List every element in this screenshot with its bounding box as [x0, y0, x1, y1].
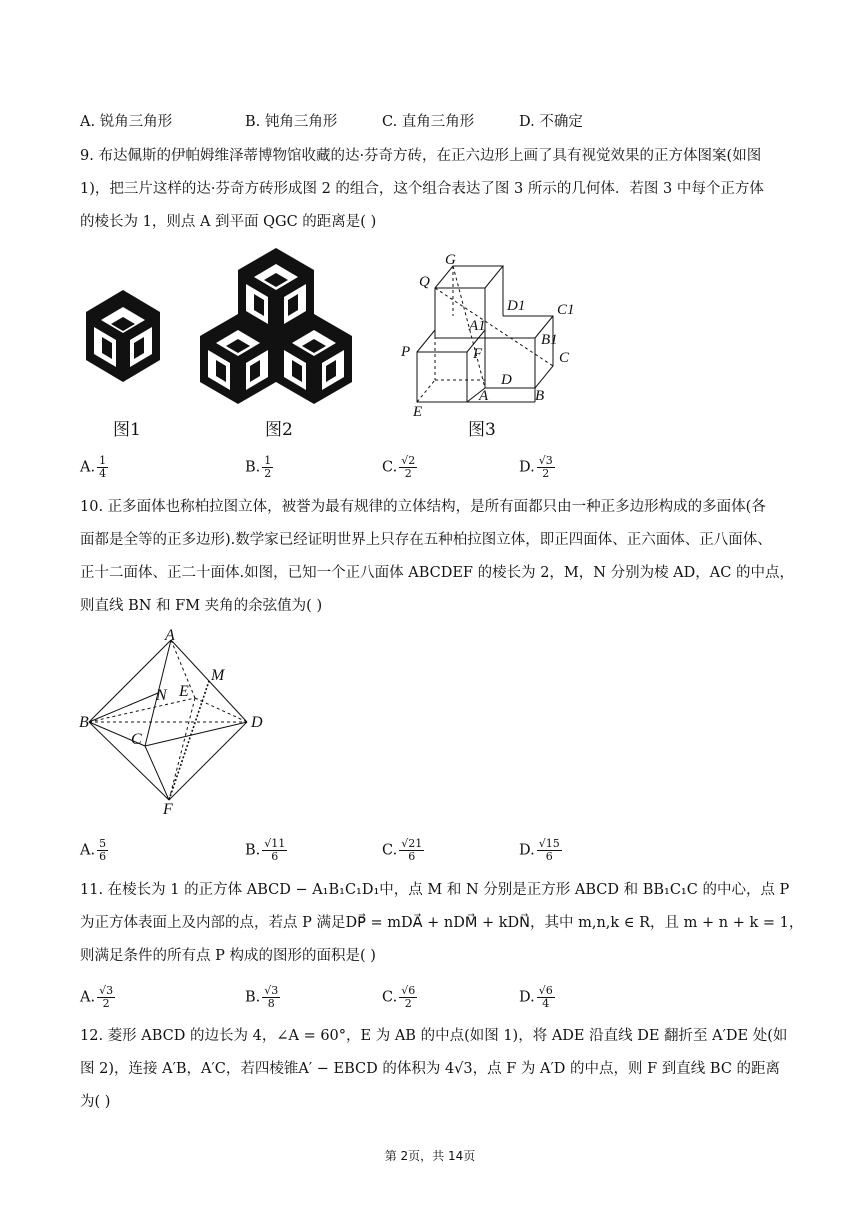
q11-text-line: 则满足条件的所有点 P 构成的图形的面积是( )	[80, 948, 376, 964]
q10-text-line: 10. 正多面体也称柏拉图立体，被誉为最有规律的立体结构，是所有面都只由一种正多边形构成的多面体(各	[80, 499, 766, 515]
fig3-point-b1: B1	[541, 332, 558, 348]
q8-option-c: C. 直角三角形	[382, 114, 475, 130]
q9-figure-2	[198, 246, 358, 406]
q9-figure-3	[395, 248, 590, 418]
q12-text-line: 12. 菱形 ABCD 的边长为 4，∠A = 60°，E 为 AB 的中点(如图 1)，将 ADE 沿直线 DE 翻折至 A′DE 处(如	[80, 1028, 788, 1044]
q9-figure-3-label: 图3	[468, 420, 496, 440]
q10-text-line: 正十二面体、正二十面体.如图，已知一个正八面体 ABCDEF 的棱长为 2，M，N 分别为棱 AD，AC 的中点，	[80, 565, 794, 581]
q8-option-d: D. 不确定	[519, 114, 583, 130]
q10-text-line: 面都是全等的正多边形).数学家已经证明世界上只存在五种柏拉图立体，即正四面体、正六面体、正八面体、	[80, 532, 772, 548]
oct-point-f: F	[163, 801, 173, 818]
q9-text-line: 1)，把三片这样的达·芬奇方砖形成图 2 的组合，这个组合表达了图 3 所示的几何体．若图 3 中每个正方体	[80, 181, 764, 197]
fig3-point-e: E	[413, 404, 423, 418]
q9-figure-2-label: 图2	[265, 420, 293, 440]
fig3-point-q: Q	[419, 274, 430, 290]
q10-option-c: C. $\frac{√21}{6}$	[382, 837, 423, 863]
fig3-point-d: D	[501, 372, 512, 388]
q12-text-line: 图 2)，连接 A′B，A′C，若四棱锥A′ − EBCD 的体积为 4√3，点 F 为 A′D 的中点，则 F 到直线 BC 的距离	[80, 1061, 781, 1077]
q9-text-line: 9. 布达佩斯的伊帕姆维泽蒂博物馆收藏的达·芬奇方砖，在正六边形上画了具有视觉效果的正方体图案(如图	[80, 148, 762, 164]
fig3-point-a1: A1	[469, 318, 486, 334]
q11-text-line: 11. 在棱长为 1 的正方体 ABCD − A₁B₁C₁D₁中，点 M 和 N 分别是正方形 ABCD 和 BB₁C₁C 的中心，点 P	[80, 882, 790, 898]
oct-point-e: E	[179, 683, 189, 700]
q9-figure-1-label: 图1	[113, 420, 141, 440]
q11-option-a: A. $\frac{√3}{2}$	[80, 984, 114, 1010]
fig3-point-f: F	[473, 346, 483, 362]
fig3-point-b: B	[535, 388, 545, 404]
q9-option-d: D. $\frac{√3}{2}$	[519, 454, 553, 480]
oct-point-c: C	[131, 731, 142, 748]
q9-option-c: C. $\frac{√2}{2}$	[382, 454, 416, 480]
q10-option-d: D. $\frac{√15}{6}$	[519, 837, 560, 863]
q10-octahedron-figure	[75, 628, 275, 818]
q9-figure-1	[80, 285, 170, 400]
q11-text-line: 为正方体表面上及内部的点，若点 P 满足DP⃗ = mDA⃗ + nDM⃗ + kDN⃗，其中 m,n,k ∈ R，且 m + n + k = 1，	[80, 915, 804, 931]
q9-option-b: B. $\frac{1}{2}$	[245, 454, 272, 480]
oct-point-b: B	[79, 714, 89, 731]
fig3-point-g: G	[445, 252, 456, 268]
fig3-point-c1: C1	[557, 302, 575, 318]
q8-option-a: A. 锐角三角形	[80, 114, 173, 130]
oct-point-d: D	[251, 714, 263, 731]
oct-point-m: M	[211, 667, 225, 684]
q11-option-d: D. $\frac{√6}{4}$	[519, 984, 553, 1010]
fig3-point-d1: D1	[507, 298, 526, 314]
oct-point-a: A	[165, 628, 175, 644]
q11-option-b: B. $\frac{√3}{8}$	[245, 984, 279, 1010]
q12-text-line: 为( )	[80, 1094, 111, 1110]
q11-option-c: C. $\frac{√6}{2}$	[382, 984, 416, 1010]
q10-text-line: 则直线 BN 和 FM 夹角的余弦值为( )	[80, 598, 323, 614]
q10-option-a: A. $\frac{5}{6}$	[80, 837, 107, 863]
fig3-point-a: A	[479, 388, 489, 404]
q8-option-b: B. 钝角三角形	[245, 114, 338, 130]
q9-text-line: 的棱长为 1，则点 A 到平面 QGC 的距离是( )	[80, 214, 377, 230]
oct-point-n: N	[156, 687, 167, 704]
q9-option-a: A. $\frac{1}{4}$	[80, 454, 107, 480]
fig3-point-c: C	[559, 350, 570, 366]
page-footer: 第 2页，共 14页	[384, 1149, 476, 1163]
fig3-point-p: P	[401, 344, 411, 360]
q10-option-b: B. $\frac{√11}{6}$	[245, 837, 286, 863]
